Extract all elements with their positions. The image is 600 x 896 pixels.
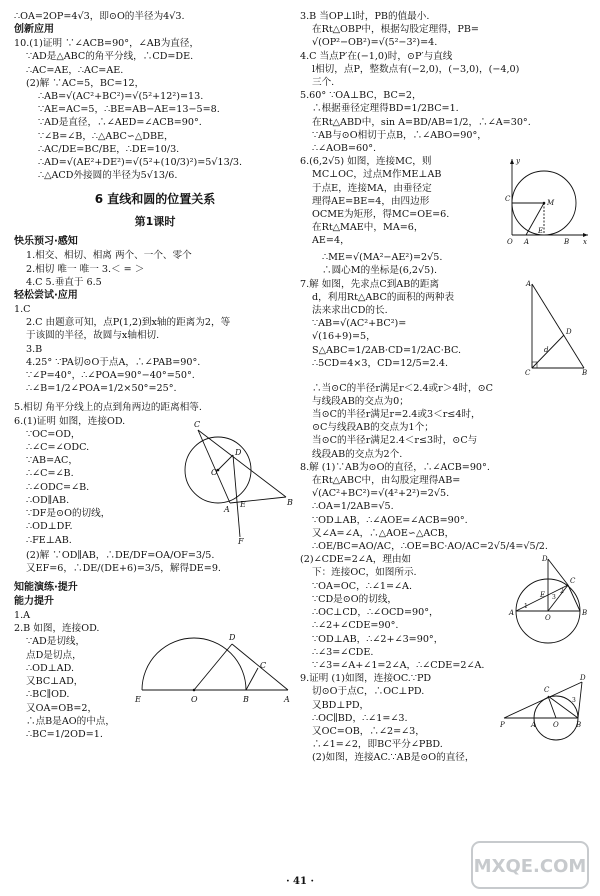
answer-line: 又OA=OB=2， bbox=[26, 702, 98, 714]
fig-label: E bbox=[540, 591, 546, 600]
answer-line: ∵AB=√(AC²+BC²)= bbox=[312, 318, 407, 330]
answer-line: ∴BC=1/2OD=1. bbox=[26, 728, 103, 740]
fig-label: A bbox=[526, 279, 532, 288]
answer-line: 理得AE=BE=4，由四边形 bbox=[312, 195, 430, 207]
fig-label: B bbox=[243, 695, 249, 705]
answer-line: ∴AC=AE，∴AC=AE. bbox=[26, 64, 124, 76]
answer-line: 于该圆的半径，故圆与x轴相切. bbox=[26, 330, 160, 342]
q7-block bbox=[300, 278, 590, 382]
answer-line: ∴∠C=∠ODC. bbox=[26, 442, 90, 454]
answer-line: ∴OE/BC=AO/AC，∴OE=BC·AO/AC=2√5/4=√5/2. bbox=[312, 541, 548, 553]
fig-label: A bbox=[531, 721, 537, 730]
answer-line: 1.C bbox=[14, 304, 31, 316]
fig-label: D bbox=[229, 633, 236, 643]
answer-line: 在Rt△ABD中，sin A=BD/AB=1/2，∴∠A=30°. bbox=[312, 116, 531, 128]
page-number: · 41 · bbox=[286, 876, 314, 887]
answer-line: 又∠A=∠A，∴△AOE∽△ACB， bbox=[312, 527, 455, 539]
innovation-heading: 创新应用 bbox=[14, 24, 54, 36]
answer-line: 在Rt△OBP中，根据勾股定理得，PB= bbox=[312, 24, 479, 36]
watermark-logo bbox=[470, 840, 590, 890]
fig-label: E bbox=[240, 499, 246, 509]
fig-label: 3 bbox=[572, 697, 576, 705]
fig-label: C bbox=[260, 661, 267, 671]
answer-line: ∴OA=2OP=4√3，即⊙O的半径为4√3. bbox=[14, 11, 185, 22]
answer-line: S△ABC=1/2AB·CD=1/2AC·BC. bbox=[312, 344, 462, 356]
answer-line: ∴OC∥BD，∴∠1=∠3. bbox=[312, 712, 408, 724]
answer-line: ∴∠2+∠CDE=90°. bbox=[312, 620, 399, 632]
answer-line: ∵OA=OC，∴∠1=∠A. bbox=[312, 580, 413, 592]
answer-line: ∵AD是△ABC的角平分线，∴CD=DE. bbox=[26, 51, 194, 63]
q2-figure bbox=[132, 622, 292, 741]
answer-line: 2.C 由题意可知，点P(1,2)到x轴的距离为2，等 bbox=[26, 317, 231, 329]
answer-line: 下：连接OC，如图所示. bbox=[312, 567, 417, 579]
fig-label: x bbox=[583, 238, 587, 247]
answer-line: 9.证明 (1)如图，连接OC.∵PD bbox=[300, 673, 432, 685]
fig-label: B bbox=[582, 368, 588, 377]
answer-line: ∴∠B=1/2∠POA=1/2×50°=25°. bbox=[26, 383, 177, 395]
answer-line: √(OP²−OB²)=√(5²−3²)=4. bbox=[312, 37, 438, 49]
fig-label: C bbox=[505, 195, 511, 204]
answer-line: ∴5CD=4×3，CD=12/5=2.4. bbox=[312, 357, 449, 369]
fig-label: A bbox=[224, 504, 230, 514]
answer-line: ∴∠ODC=∠B. bbox=[26, 481, 90, 493]
q8-block bbox=[300, 553, 590, 672]
fig-label: C bbox=[544, 686, 550, 695]
q6-figure bbox=[178, 415, 296, 549]
fig-label: O bbox=[545, 614, 551, 623]
fig-label: M bbox=[547, 199, 555, 208]
answer-line: ∵CD是⊙O的切线， bbox=[312, 593, 398, 605]
answer-line: 三个. bbox=[312, 77, 335, 89]
answer-line: AE=4， bbox=[312, 235, 350, 247]
answer-line: OCME为矩形，得MC=OE=6. bbox=[312, 209, 450, 221]
answer-line: 切⊙O于点C，∴OC⊥PD. bbox=[312, 686, 425, 698]
fig-label: A bbox=[524, 238, 530, 247]
q9-block bbox=[300, 672, 590, 764]
answer-line: ∵∠B=∠B，∴△ABC∽△DBE， bbox=[38, 130, 174, 142]
fig-label: B bbox=[582, 609, 588, 618]
answer-line: ∵OD⊥AB，∴∠2+∠3=90°， bbox=[312, 633, 444, 645]
answer-line: ∴点B是AO的中点， bbox=[26, 715, 115, 727]
answer-line: 又BC⊥AD， bbox=[26, 676, 84, 688]
fig-label: E bbox=[135, 695, 141, 705]
answer-line: √(16+9)=5， bbox=[312, 331, 376, 343]
q6-right-block bbox=[300, 155, 590, 251]
answer-line: ∵OC=OD， bbox=[26, 428, 81, 440]
answer-line: 点D是切点， bbox=[26, 649, 82, 661]
answer-line: 与线段AB的交点为0； bbox=[312, 395, 409, 407]
answer-line: 1.A bbox=[14, 610, 31, 622]
ability-subheading: 能力提升 bbox=[14, 596, 54, 608]
answer-line: ∴OA=1/2AB=√5. bbox=[312, 501, 394, 513]
fig-label: D bbox=[566, 327, 572, 336]
watermark-text: MXQE.COM bbox=[473, 856, 587, 877]
fig-label: O bbox=[507, 238, 513, 247]
answer-line: ∴AD=√(AE²+DE²)=√(5²+(10/3)²)=5√13/3. bbox=[38, 157, 243, 169]
fig-label: C bbox=[570, 577, 576, 586]
answer-line: ∵∠3=∠A+∠1=2∠A，∴∠CDE=2∠A. bbox=[312, 659, 485, 671]
q6-right-figure bbox=[504, 155, 590, 251]
answer-line: 又BD⊥PD， bbox=[312, 699, 370, 711]
fig-label: C bbox=[194, 419, 201, 429]
answer-line: 3.B bbox=[26, 343, 43, 355]
answer-line: 10.(1)证明 ∵∠ACB=90°，∠AB为直径， bbox=[14, 38, 200, 50]
answer-line: 4.25° ∵PA切⊙O于点A，∴∠PAB=90°. bbox=[26, 356, 201, 368]
answer-line: 8.解 (1)∵AB为⊙O的直径，∴∠ACB=90°. bbox=[300, 461, 490, 473]
q8-figure bbox=[506, 553, 590, 672]
answer-line: 又OC=OB，∴∠2=∠3， bbox=[312, 725, 425, 737]
answer-line: 于点E，连接MA，由垂径定 bbox=[312, 182, 432, 194]
answer-line: ∵AB与⊙O相切于点B，∴∠ABO=90°， bbox=[312, 129, 487, 141]
answer-line: ∴AC/DE=BC/BE，∴DE=10/3. bbox=[38, 143, 180, 155]
answer-line: ∴当⊙C的半径r满足r＜2.4或r＞4时，⊙C bbox=[312, 382, 494, 394]
answer-line: ∴∠3=∠CDE. bbox=[312, 646, 374, 658]
answer-line: 法来求出CD的长. bbox=[312, 305, 388, 317]
fig-label: A bbox=[509, 609, 515, 618]
fig-label: D bbox=[580, 674, 586, 683]
answer-line: ∴OD⊥AD. bbox=[26, 662, 75, 674]
fig-label: O bbox=[191, 695, 198, 705]
answer-line: (2)∠CDE=2∠A，理由如 bbox=[300, 554, 412, 566]
fig-label: d bbox=[544, 345, 549, 354]
answer-line: ∵DF是⊙O的切线， bbox=[26, 508, 111, 520]
fig-label: A bbox=[284, 695, 290, 705]
fig-label: B bbox=[564, 238, 570, 247]
answer-line: ∴OD∥AB. bbox=[26, 494, 70, 506]
answer-line: 5.相切 角平分线上的点到角两边的距离相等. bbox=[14, 402, 202, 414]
answer-line: ∴△ACD外接圆的半径为5√13/6. bbox=[38, 170, 178, 182]
section-title: 6 直线和圆的位置关系 bbox=[94, 192, 216, 207]
answer-line: ∴OD⊥DF. bbox=[26, 521, 73, 533]
answer-line: ∴OC⊥CD，∴∠OCD=90°， bbox=[312, 607, 439, 619]
fig-label: B bbox=[576, 721, 582, 730]
fig-label: D bbox=[235, 447, 242, 457]
answer-line: 又EF=6，∴DE/(DE+6)=3/5，解得DE=9. bbox=[26, 562, 221, 574]
answer-line: ∵AB=AC， bbox=[26, 455, 78, 467]
answer-line: √(AC²+BC²)=√(4²+2²)=2√5. bbox=[312, 488, 450, 500]
answer-line: 1.相交、相切、相离 两个、一个、零个 bbox=[26, 250, 192, 262]
answer-line: 7.解 如图，先求点C到AB的距离 bbox=[300, 278, 440, 290]
q6-block bbox=[14, 415, 296, 549]
answer-line: (2)解 ∵AC=5，BC=12， bbox=[26, 77, 145, 89]
q9-figure bbox=[500, 672, 590, 764]
fig-label: P bbox=[500, 721, 505, 730]
answer-line: 6.(6,2√5) 如图，连接MC，则 bbox=[300, 156, 432, 168]
right-column bbox=[300, 10, 590, 765]
answer-line: 线段AB的交点为2个. bbox=[312, 448, 403, 460]
answer-line: ⊙C与线段AB的交点为1个； bbox=[312, 422, 434, 434]
answer-line: ∴BC∥OD. bbox=[26, 689, 70, 701]
answer-line: ∴FE⊥AB. bbox=[26, 534, 72, 546]
answer-line: ∴根据垂径定理得BD=1/2BC=1. bbox=[312, 103, 459, 115]
fig-label: 2 bbox=[560, 588, 564, 596]
answer-line: ∴圆心M的坐标是(6,2√5). bbox=[322, 265, 437, 277]
answer-line: 当⊙C的半径r满足r=2.4或3＜r≤4时， bbox=[312, 409, 481, 421]
answer-line: 4.C 当点P′在(−1,0)时，⊙P′与直线 bbox=[300, 50, 453, 62]
answer-line: ∴∠AOB=60°. bbox=[312, 143, 377, 155]
answer-line: 2.B 如图，连接OD. bbox=[14, 623, 100, 635]
fig-label: C bbox=[525, 368, 531, 377]
answer-line: ∵AD是切线， bbox=[26, 636, 86, 648]
answer-line: 2.相切 唯一 唯一 3.＜ = ＞ bbox=[26, 263, 145, 275]
answer-line: 4.C 5.垂直于 6.5 bbox=[26, 276, 102, 288]
lesson-title: 第1课时 bbox=[134, 215, 176, 229]
answer-line: d，利用Rt△ABC的面积的两种表 bbox=[312, 291, 455, 303]
answer-line: 5.60° ∵OA⊥BC，BC=2， bbox=[300, 90, 422, 102]
answer-line: 在Rt△MAE中，MA=6， bbox=[312, 222, 424, 234]
preview-heading: 快乐预习·感知 bbox=[14, 236, 78, 248]
answer-line: ∴∠1=∠2，即BC平分∠PBD. bbox=[312, 739, 443, 751]
answer-line: (2)解 ∵OD∥AB，∴DE/DF=OA/OF=3/5. bbox=[26, 549, 215, 561]
q2-block bbox=[14, 622, 296, 741]
answer-line: l相切，点P，整数点有(−2,0)，(−3,0)，(−4,0) bbox=[312, 63, 520, 75]
answer-line: ∵∠P=40°，∴∠POA=90°−40°=50°. bbox=[26, 370, 195, 382]
answer-line: ∵AD是直径，∴∠AED=∠ACB=90°. bbox=[38, 117, 202, 129]
answer-line: ∴AB=√(AC²+BC²)=√(5²+12²)=13. bbox=[38, 91, 204, 103]
answer-line: MC⊥OC，过点M作ME⊥AB bbox=[312, 169, 442, 181]
fig-label: y bbox=[516, 157, 520, 166]
fig-label: O bbox=[211, 467, 218, 477]
answer-line: ∵AE=AC=5，∴BE=AB−AE=13−5=8. bbox=[38, 104, 220, 116]
answer-line: 当⊙C的半径r满足2.4＜r≤3时，⊙C与 bbox=[312, 435, 478, 447]
answer-line: 3.B 当OP⊥l时，PB的值最小. bbox=[300, 11, 430, 22]
fig-label: 3 bbox=[552, 594, 556, 602]
q7-figure bbox=[518, 278, 590, 382]
fig-label: O bbox=[553, 721, 559, 730]
ability-heading: 知能演练·提升 bbox=[14, 582, 78, 594]
fig-label: E bbox=[538, 227, 544, 236]
fig-label: 1 bbox=[524, 603, 528, 611]
answer-line: ∴∠C=∠B. bbox=[26, 468, 74, 480]
left-column bbox=[14, 10, 296, 741]
try-heading: 轻松尝试·应用 bbox=[14, 290, 78, 302]
answer-line: (2)如图，连接AC.∵AB是⊙O的直径， bbox=[312, 752, 475, 764]
answer-line: 在Rt△ABC中，由勾股定理得AB= bbox=[312, 475, 461, 487]
fig-label: D bbox=[542, 555, 548, 564]
answer-line: ∴ME=√(MA²−AE²)=2√5. bbox=[322, 252, 443, 264]
answer-line: 6.(1)证明 如图，连接OD. bbox=[14, 415, 126, 427]
fig-label: B bbox=[287, 497, 293, 507]
fig-label: F bbox=[238, 536, 244, 545]
answer-line: ∵OD⊥AB，∴∠AOE=∠ACB=90°. bbox=[312, 514, 468, 526]
